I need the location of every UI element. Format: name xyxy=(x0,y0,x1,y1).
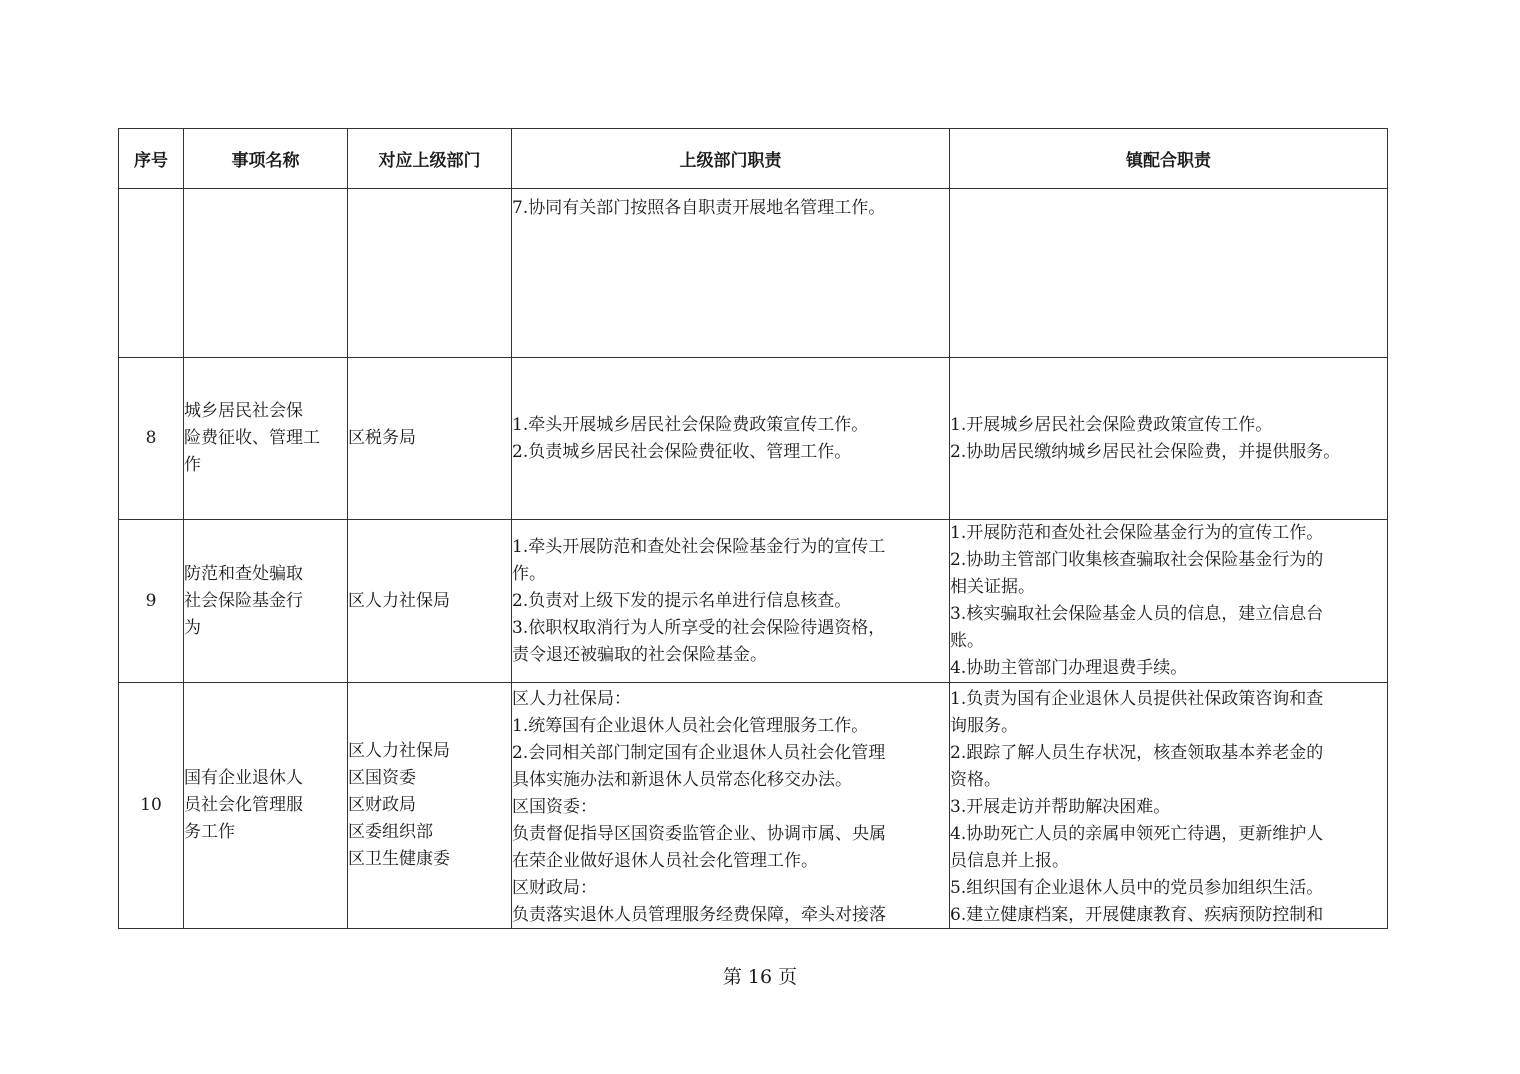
row-number: 10 xyxy=(119,683,184,929)
item-name xyxy=(184,189,348,358)
upper-dept: 区人力社保局 区国资委 区财政局 区委组织部 区卫生健康委 xyxy=(348,683,512,929)
town-duty: 1.开展防范和查处社会保险基金行为的宣传工作。 2.协助主管部门收集核查骗取社会保险基金行为的 相关证据。 3.核实骗取社会保险基金人员的信息，建立信息台 账。 4.协助主管部门办理退费手续。 xyxy=(950,520,1388,683)
table-row xyxy=(119,683,1388,929)
table-row xyxy=(119,520,1388,683)
table-row xyxy=(119,189,1388,358)
upper-dept: 区税务局 xyxy=(348,358,512,520)
upper-dept xyxy=(348,189,512,358)
upper-duty: 1.牵头开展防范和查处社会保险基金行为的宣传工 作。 2.负责对上级下发的提示名单进行信息核查。 3.依职权取消行为人所享受的社会保险待遇资格， 责令退还被骗取的社会保险基金。 xyxy=(512,520,950,683)
town-duty: 1.开展城乡居民社会保险费政策宣传工作。 2.协助居民缴纳城乡居民社会保险费，并提供服务。 xyxy=(950,358,1388,520)
upper-dept: 区人力社保局 xyxy=(348,520,512,683)
upper-duty: 区人力社保局： 1.统筹国有企业退休人员社会化管理服务工作。 2.会同相关部门制定国有企业退休人员社会化管理 具体实施办法和新退休人员常态化移交办法。 区国资委： 负责督促指导区国资委监管企业、协调市属、央属 在荣企业做好退休人员社会化管理工作。 区财政局： 负责落实退休人员管理服务经费保障，牵头对接落 xyxy=(512,683,950,929)
row-number: 9 xyxy=(119,520,184,683)
table-row xyxy=(119,358,1388,520)
responsibility-table xyxy=(118,128,1388,929)
row-number: 8 xyxy=(119,358,184,520)
header-upper-dept: 对应上级部门 xyxy=(348,129,512,189)
item-name: 国有企业退休人 员社会化管理服 务工作 xyxy=(184,683,348,929)
row-number xyxy=(119,189,184,358)
header-item-name: 事项名称 xyxy=(184,129,348,189)
page-number: 第 16 页 xyxy=(722,966,798,988)
header-seq: 序号 xyxy=(119,129,184,189)
town-duty xyxy=(950,189,1388,358)
table-header-row xyxy=(119,129,1388,189)
item-name: 城乡居民社会保 险费征收、管理工 作 xyxy=(184,358,348,520)
item-name: 防范和查处骗取 社会保险基金行 为 xyxy=(184,520,348,683)
town-duty: 1.负责为国有企业退休人员提供社保政策咨询和查 询服务。 2.跟踪了解人员生存状况，核查领取基本养老金的 资格。 3.开展走访并帮助解决困难。 4.协助死亡人员的亲属申领死亡待遇，更新维护人 员信息并上报。 5.组织国有企业退休人员中的党员参加组织生活。 6.建立健康档案，开展健康教育、疾病预防控制和 xyxy=(950,683,1388,929)
header-town-duty: 镇配合职责 xyxy=(950,129,1388,189)
upper-duty: 7.协同有关部门按照各自职责开展地名管理工作。 xyxy=(512,189,950,358)
upper-duty: 1.牵头开展城乡居民社会保险费政策宣传工作。 2.负责城乡居民社会保险费征收、管理工作。 xyxy=(512,358,950,520)
header-upper-duty: 上级部门职责 xyxy=(512,129,950,189)
